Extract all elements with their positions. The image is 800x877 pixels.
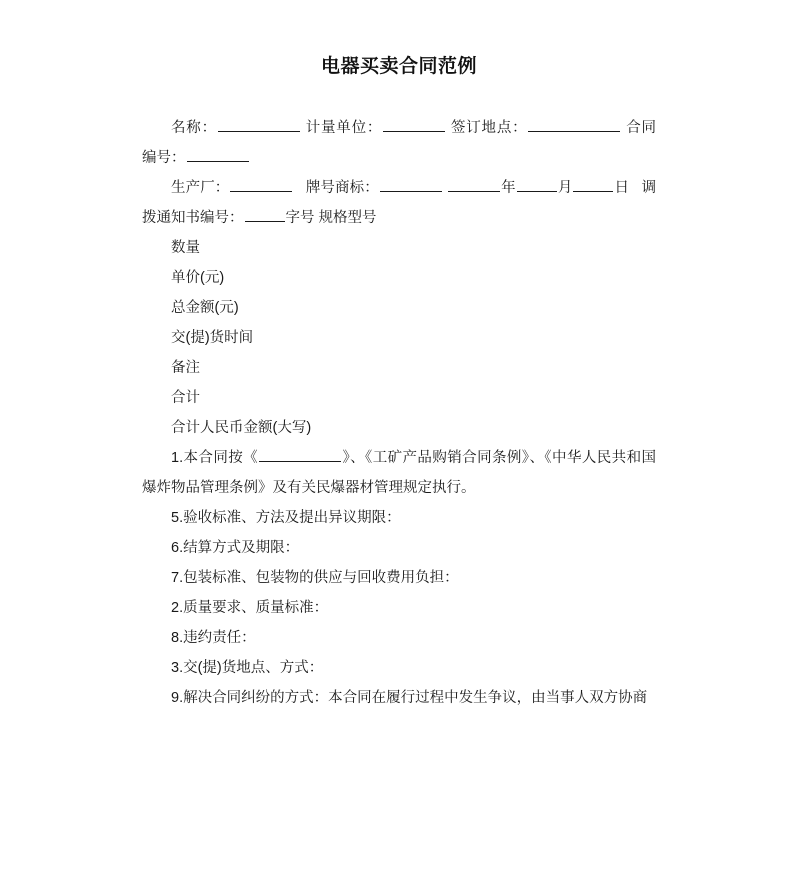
label-contract-no: 合同编号：: [142, 120, 657, 166]
blank-regulation-name[interactable]: [259, 447, 341, 462]
blank-transfer-no[interactable]: [245, 207, 285, 222]
label-unit: 计量单位：: [305, 120, 383, 136]
document-body: [142, 113, 656, 713]
blank-manufacturer[interactable]: [230, 177, 292, 192]
clause-1-prefix: 1.本合同按《: [171, 450, 259, 466]
field-row: 单价(元): [171, 270, 225, 286]
blank-name[interactable]: [218, 117, 300, 132]
label-spec-model: 规格型号: [318, 210, 377, 226]
blank-day[interactable]: [573, 177, 613, 192]
clause-item: 8.违约责任：: [171, 630, 256, 646]
label-brand: 牌号商标：: [305, 180, 379, 196]
header-line-1: [142, 113, 656, 173]
header-line-2: [142, 173, 656, 233]
field-row: 总金额(元): [171, 300, 239, 316]
label-zihao: 字号: [285, 210, 315, 226]
label-name: 名称：: [171, 120, 217, 136]
clause-item: 7.包装标准、包装物的供应与回收费用负担：: [171, 570, 459, 586]
blank-sign-place[interactable]: [528, 117, 620, 132]
blank-brand[interactable]: [380, 177, 442, 192]
clause-item: 9.解决合同纠纷的方式：本合同在履行过程中发生争议，由当事人双方协商: [171, 690, 648, 706]
field-row: 数量: [171, 240, 200, 256]
field-row: 合计人民币金额(大写): [171, 420, 312, 436]
clause-1: [142, 443, 656, 503]
clause-item: 3.交(提)货地点、方式：: [171, 660, 324, 676]
label-day: 日: [614, 180, 630, 196]
field-row: 交(提)货时间: [171, 330, 254, 346]
clause-item: 6.结算方式及期限：: [171, 540, 300, 556]
label-sign-place: 签订地点：: [450, 120, 528, 136]
blank-year[interactable]: [448, 177, 500, 192]
field-row: 合计: [171, 390, 200, 406]
field-row: 备注: [171, 360, 200, 376]
page-title: 电器买卖合同范例: [320, 56, 477, 77]
blank-month[interactable]: [517, 177, 557, 192]
clause-item: 5.验收标准、方法及提出异议期限：: [171, 510, 401, 526]
document-content: [142, 0, 656, 713]
label-year: 年: [501, 180, 516, 196]
label-transfer-no: 调拨通知书编号：: [142, 180, 657, 226]
blank-contract-no[interactable]: [187, 147, 249, 162]
clause-1-suffix: 》、《工矿产品购销合同条例》、《中华人民共和国爆炸物品管理条例》及有关民爆器材管理规定执行。: [142, 450, 657, 496]
label-manufacturer: 生产厂：: [171, 180, 230, 196]
blank-unit[interactable]: [383, 117, 445, 132]
label-month: 月: [557, 180, 573, 196]
clause-item: 2.质量要求、质量标准：: [171, 600, 329, 616]
